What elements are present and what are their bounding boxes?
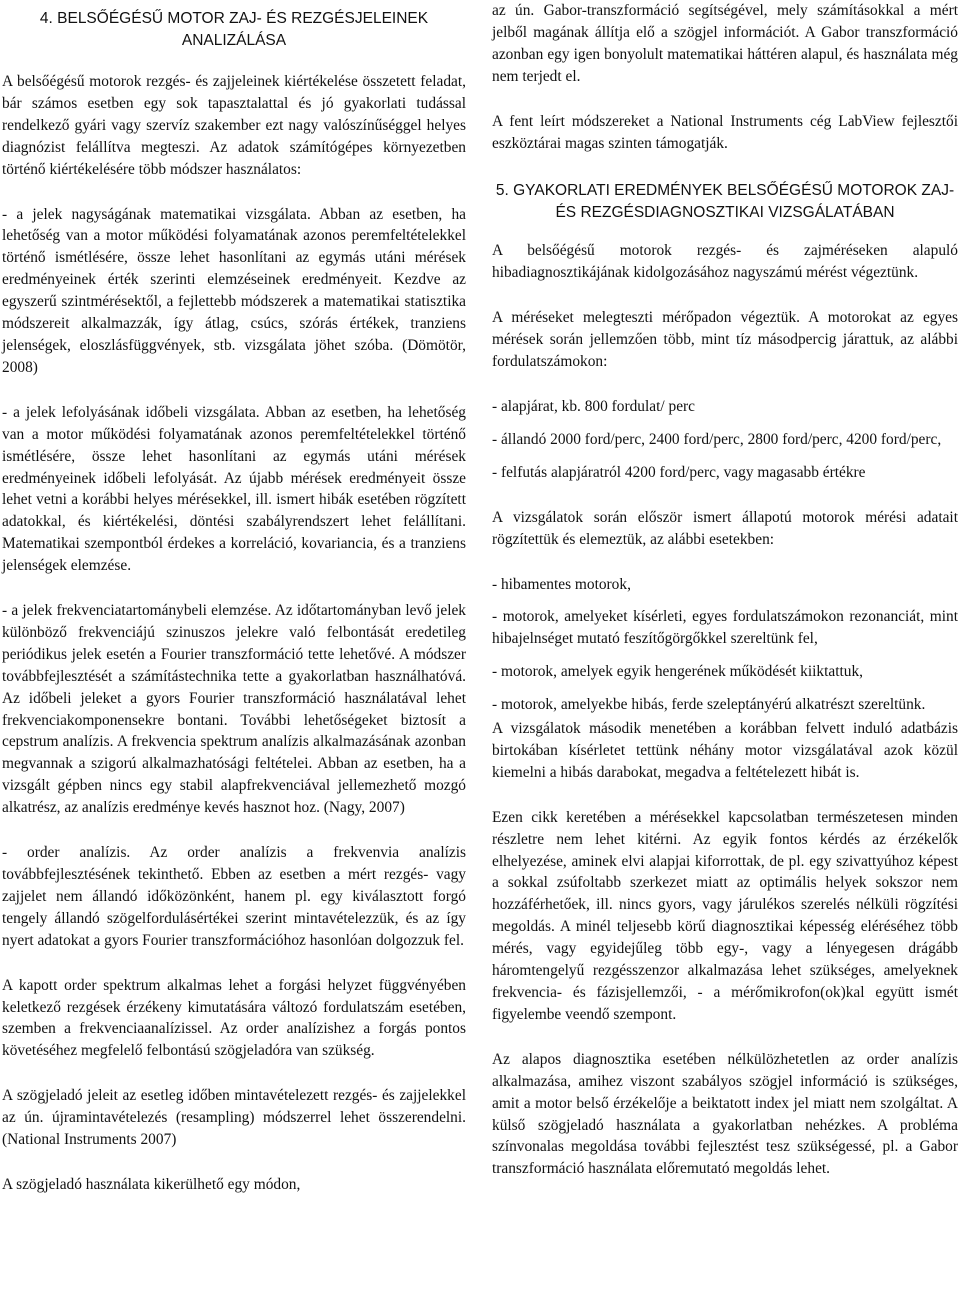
paragraph-known-engines: A vizsgálatok során először ismert állapotú motorok mérési adatait rögzítettük és elemeztük, az alábbi esetekben: xyxy=(492,508,958,548)
paragraph-time-analysis: - a jelek lefolyásának időbeli vizsgálata. Abban az esetben, ha lehetőség van a motor működési folyamatának azonos peremfeltételekkel történő ismétlésére, össze lehet hasonlítani az egymás utáni mérések eredményeinek időbeli lefolyását. Az újabb mérések eredményeit össze lehet vetni a korábbi helyes mérésekkel, ill. ismert hibák esetében rögzített adatokkal, és kiértékelési, döntési szabályrendszert lehet felállítani. Matematikai szempontból érdekes a korreláció, kovariancia, és a tranziens jelenségek elemzése. xyxy=(2,403,466,575)
paragraph-conclusion: Az alapos diagnosztika esetében nélkülözhetetlen az order analízis alkalmazása, amihez viszont szabályos szögjel információ is szükséges, amit a motor belső érzékelője a beiktatott index jel miatt nem szolgáltat. A külső szögjeladó használata a gyakorlatban nehézkes. A probléma színvonalas megoldása további fejlesztést tesz szükségessé, pl. a Gabor transzformáció használata előremutató megoldás lehet. xyxy=(492,1050,958,1178)
section-4-title: 4. BELSŐÉGÉSŰ MOTOR ZAJ- ÉS REZGÉSJELEINEK ANALIZÁLÁSA xyxy=(39,10,429,49)
list-item-cylinder: - motorok, amelyek egyik hengerének működését kiiktattuk, xyxy=(492,663,863,681)
paragraph-labview: A fent leírt módszereket a National Instruments cég LabView fejlesztői eszköztárai magas szinten támogatják. xyxy=(492,112,958,152)
paragraph-angle-encoder: A szögjeladó használata kikerülhető egy módon, xyxy=(2,1175,301,1193)
paragraph-order-analysis: - order analízis. Az order analízis a frekvenvia analízis továbbfejlesztésének tekinthető. Ebben az esetben a mért rezgés- vagy zajjelet nem állandó időközönként, hanem pl. egy kiválasztott forgó tengely állandó szögelfordulásértékei szerint mintavételezzük, és az így nyert adatokat a gyors Fourier transzformációhoz hasonlóan dolgozzuk fel. xyxy=(2,844,466,949)
right-column xyxy=(492,0,958,1180)
paragraph-magnitude-analysis: - a jelek nagyságának matematikai vizsgálata. Abban az esetben, ha lehetőség van a motor működési folyamatának azonos peremfeltételekkel történő ismétlésére, össze lehet hasonlítani az egymás utáni mérések eredményeinek érték szerinti elemzéseinek eredményeit. Kezdve az egyszerű szintmérésektől, a fejlettebb módszerek a matematikai statisztika módszereit alkalmazzák, így átlag, csúcs, szórás értékek, tranziens jelenségek, eloszlásfüggvények, stb. vizsgálata jöhet szóba. (Dömötör, 2008) xyxy=(2,205,466,376)
paragraph-second-round: A vizsgálatok második menetében a korábban felvett induló adatbázis birtokában kísérletet tettünk néhány motor vizsgálatával azok közül kiemelni a hibás darabokat, megadva a feltételezett hibát is. xyxy=(492,720,958,781)
paragraph-gabor: az ún. Gabor-transzformáció segítségével, mely számításokkal a mért jelből magának állítja elő a szögjel információt. A Gabor transzformáció azonban egy igen bonyolult matematikai háttéren alapul, és használata még nem terjedt el. xyxy=(492,2,958,85)
list-item-idle: - alapjárat, kb. 800 fordulat/ perc xyxy=(492,397,695,415)
list-item-tensioner: - motorok, amelyeket kísérleti, egyes fordulatszámokon rezonanciát, mint hibajelnséget mutató feszítőgörgőkkel szereltünk fel, xyxy=(492,608,958,648)
section-5-title: 5. GYAKORLATI EREDMÉNYEK BELSŐÉGÉSŰ MOTOROK ZAJ- ÉS REZGÉSDIAGNOSZTIKAI VIZSGÁLATÁBAN xyxy=(495,182,955,222)
paragraph-sensor-placement: Ezen cikk keretében a mérésekkel kapcsolatban természetesen minden részletre nem lehet kitérni. Az egyik fontos kérdés az érzékelők elhelyezése, aminek elvi alapjai kiforrottak, de pl. egy szivattyúhoz képest a sokkal zsúfoltabb szerkezet miatt az optimális helyek sokszor nem hozzáférhetőek, ill. nincs gyors, vagy járulékos szerelés nélküli rögzítési megoldás. A minél teljesebb körű diagnosztikai képesség eléréséhez több mérés, vagy egyidejűleg több egy-, vagy a lényegesen drágább háromtengelyű rezgésszenzor alkalmazása lehet szükséges, amelyeknek frekvencia- és fázisjellemzői, - a mérőmikrofon(ok)kal együtt ismét figyelembe veendő szempont. xyxy=(492,808,958,1023)
paragraph-intro: A belsőégésű motorok rezgés- és zajjeleinek kiértékelése összetett feladat, bár számos esetben egy sok tapasztalattal és jó gyakorlati tudással rendelkező gyári vagy szervíz szakember ezt nagy valószínűséggel helyes diagnózist felállítva megteszi. Az adatok számítógépes környezetben történő kiértékelésére több módszer használatos: xyxy=(2,73,466,178)
left-column xyxy=(2,0,466,1196)
list-item-runup: - felfutás alapjáratról 4200 ford/perc, vagy magasabb értékre xyxy=(492,463,866,481)
paragraph-frequency-analysis: - a jelek frekvenciatartománybeli elemzése. Az időtartományban levő jelek különböző frekvenciájú szinuszos jelekre való felbontását eredetileg periódikus jelek esetén a Fourier transzformáció tette lehetővé. A módszer továbbfejlesztését a számítástechnika tette a gyakorlatban használhatóvá. Az időbeli jeleket a gyors Fourier transzformáció használatával lehet frekvenciakomponensekre bontani. További lehetőségeket biztosít a cepstrum analízis. A frekvencia spektrum analízis alkalmazásának azonban megvannak a szigorú alkalmazhatósági feltételei. Abban az esetben, ha a vizsgált gépben nincs egy stabil alapfrekvenciával jellemezhető mozgó alkatrész, az analízis eredménye kevés hasznot hoz. (Nagy, 2007) xyxy=(2,602,466,817)
list-item-faultless: - hibamentes motorok, xyxy=(492,575,631,593)
list-item-valve: - motorok, amelyekbe hibás, ferde szeleptányérú alkatrészt szereltünk. xyxy=(492,696,926,714)
paragraph-measurements: A belsőégésű motorok rezgés- és zajméréseken alapuló hibadiagnosztikájának kidolgozásához nagyszámú mérést végeztünk. xyxy=(492,242,958,282)
paragraph-resampling: A szögjeladó jeleit az esetleg időben mintavételezett rezgés- és zajjelekkel az ún. újramintavételezés (resampling) módszerrel lehet összerendelni. (National Instruments 2007) xyxy=(2,1087,466,1149)
paragraph-order-spectrum: A kapott order spektrum alkalmas lehet a forgási helyzet függvényében keletkező rezgések érzékeny kimutatására változó fordulatszám esetében, szemben a frekvenciaanalízissel. Az order analízishez a forgás pontos követéséhez megfelelő felbontású szögjeladóra van szükség. xyxy=(2,976,466,1060)
list-item-constant-rpm: - állandó 2000 ford/perc, 2400 ford/perc, 2800 ford/perc, 4200 ford/perc, xyxy=(492,430,942,448)
paragraph-test-bench: A méréseket melegteszti mérőpadon végeztük. A motorokat az egyes mérések során jellemzően több, mint tíz másodpercig járattuk, az alábbi fordulatszámokon: xyxy=(492,309,958,371)
